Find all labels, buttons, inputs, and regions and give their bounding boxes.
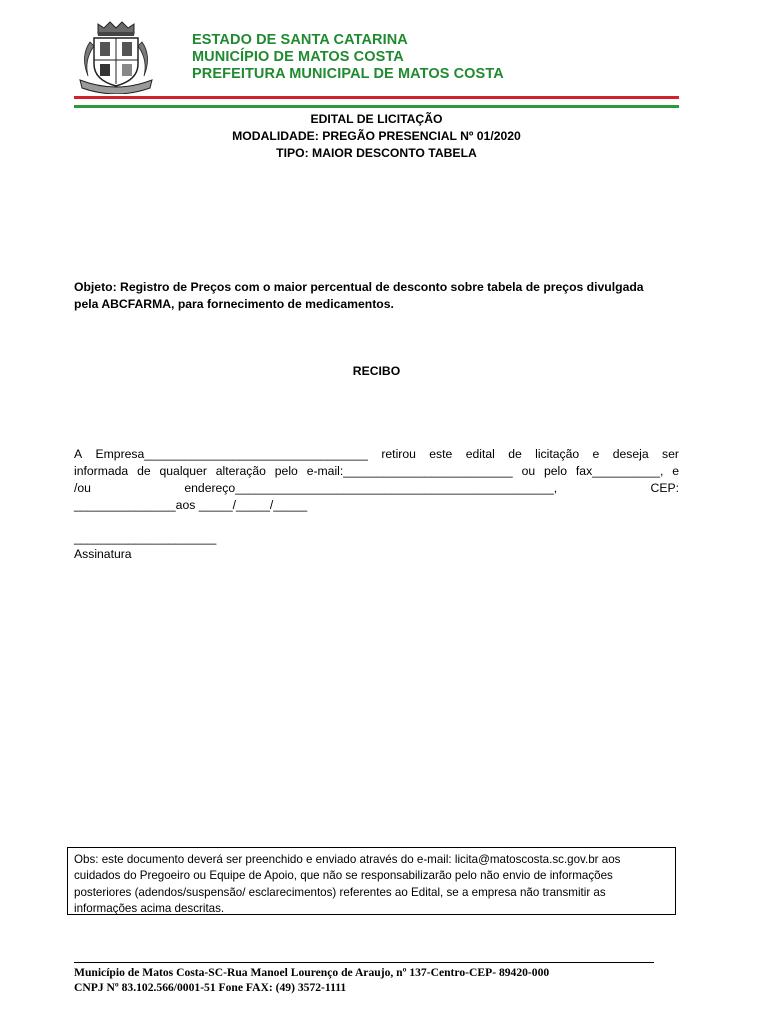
footer-cnpj: CNPJ Nº 83.102.566/0001-51 Fone FAX: (49) 3572-1111 xyxy=(74,981,347,994)
header-divider-red xyxy=(74,96,679,99)
objeto-line-1: Objeto: Registro de Preços com o maior percentual de desconto sobre tabela de preços divulgada xyxy=(74,280,644,294)
recibo-line-4: _______________aos _____/_____/_____ xyxy=(74,498,308,512)
obs-line-3: posteriores (adendos/suspensão/ esclarecimentos) referentes ao Edital, se a empresa não transmitir as xyxy=(74,885,606,899)
signature-line: _____________________ xyxy=(74,531,217,545)
signature-label: Assinatura xyxy=(74,547,132,561)
header-divider-green xyxy=(74,105,679,108)
modalidade-line: MODALIDADE: PREGÃO PRESENCIAL Nº 01/2020 xyxy=(232,129,521,143)
recibo-line-2: informada de qualquer alteração pelo e-mail:_________________________ ou pelo fax__________, e xyxy=(74,464,679,478)
objeto-paragraph xyxy=(74,279,679,313)
header-state: ESTADO DE SANTA CATARINA xyxy=(192,32,408,48)
recibo-line-3: /ou endereço_______________________________________________, CEP: xyxy=(74,481,679,495)
footer-divider xyxy=(74,962,654,963)
footer-address: Município de Matos Costa-SC-Rua Manoel Lourenço de Araujo, nº 137-Centro-CEP- 89420-000 xyxy=(74,966,550,979)
observation-box xyxy=(67,847,676,915)
obs-line-1: Obs: este documento deverá ser preenchido e enviado através do e-mail: licita@matoscosta.sc.gov.br aos xyxy=(74,853,621,866)
recibo-line-1: A Empresa_________________________________ retirou este edital de licitação e deseja ser xyxy=(74,447,679,461)
coat-of-arms-logo xyxy=(76,20,156,94)
edital-title: EDITAL DE LICITAÇÃO xyxy=(310,112,443,126)
tipo-line: TIPO: MAIOR DESCONTO TABELA xyxy=(276,146,477,160)
obs-line-4: informações acima descritas. xyxy=(74,902,225,916)
recibo-heading: RECIBO xyxy=(352,364,401,378)
header-municipality: MUNICÍPIO DE MATOS COSTA xyxy=(192,49,404,65)
obs-line-2: cuidados do Pregoeiro ou Equipe de Apoio, que não se responsabilizarão pelo não envio de informações xyxy=(74,869,613,883)
objeto-line-2: pela ABCFARMA, para fornecimento de medicamentos. xyxy=(74,297,394,311)
header-prefecture: PREFEITURA MUNICIPAL DE MATOS COSTA xyxy=(192,66,504,82)
